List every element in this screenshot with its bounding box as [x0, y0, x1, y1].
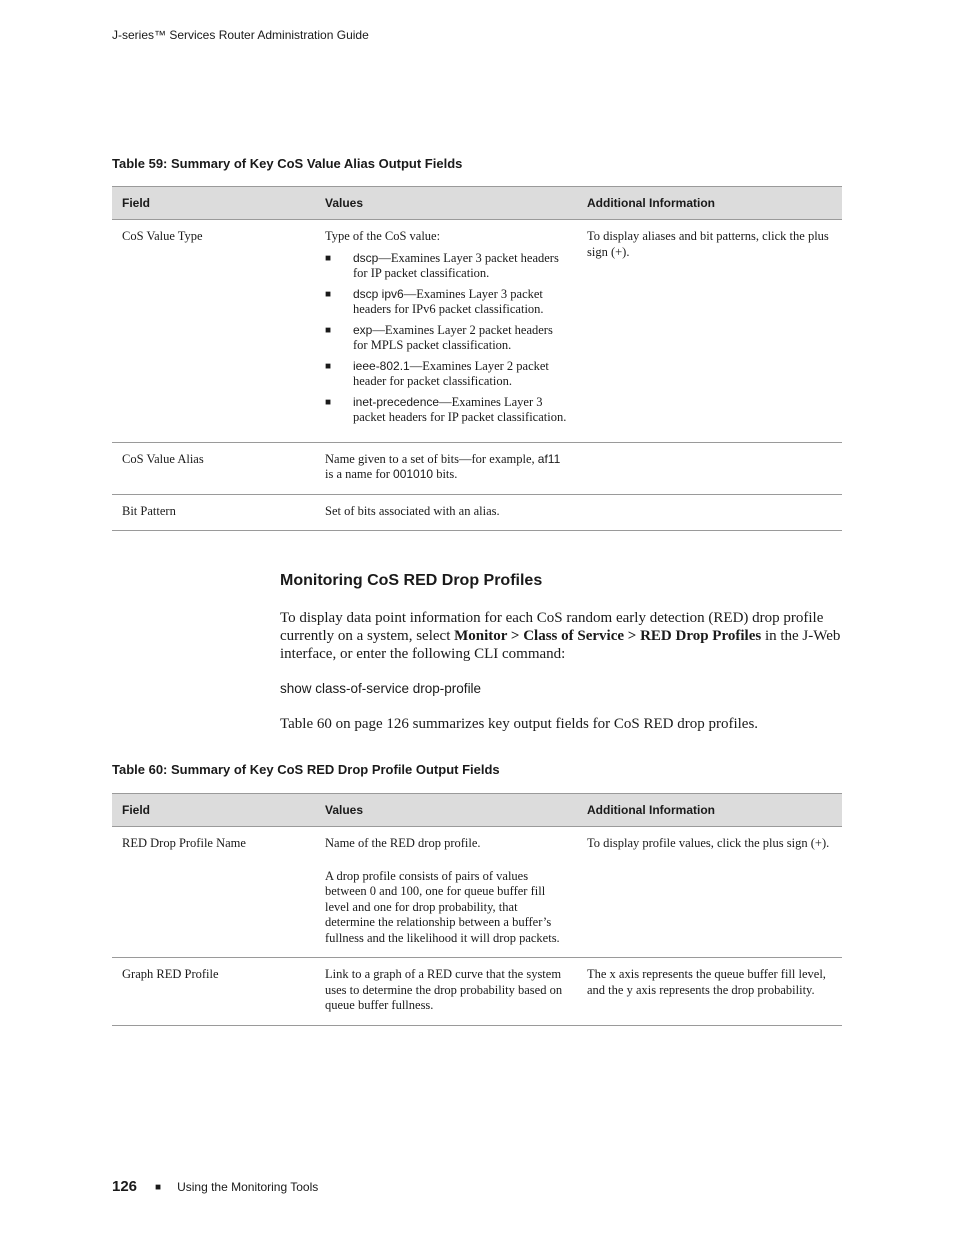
code-term: dscp ipv6: [353, 286, 404, 301]
menu-path: Monitor > Class of Service > RED Drop Profiles: [454, 628, 762, 644]
values-cell: Link to a graph of a RED curve that the system uses to determine the drop probability based on queue buffer fullness.: [315, 958, 577, 1026]
values-paragraph: Name of the RED drop profile.: [325, 836, 481, 850]
list-item: [325, 395, 567, 426]
field-cell: CoS Value Alias: [112, 442, 315, 494]
list-item-text: —Examines Layer 3 packet headers for IP packet classification.: [353, 250, 559, 280]
list-item: [325, 359, 567, 390]
column-header-field: Field: [112, 187, 315, 220]
intro-paragraph: [280, 609, 850, 663]
values-cell: [315, 442, 577, 494]
list-item-text: —Examines Layer 3 packet headers for IP packet classification.: [353, 394, 567, 424]
footer-section: Using the Monitoring Tools: [177, 1180, 319, 1194]
table-59: [112, 186, 842, 531]
section-heading: Monitoring CoS RED Drop Profiles: [280, 572, 543, 589]
info-cell: The x axis represents the queue buffer fill level, and the y axis represents the drop probability.: [577, 958, 842, 1026]
code-term: 001010: [393, 467, 434, 481]
table-60: [112, 793, 842, 1026]
list-item: [325, 323, 567, 354]
values-intro: Type of the CoS value:: [325, 229, 441, 243]
column-header-values: Values: [315, 794, 577, 827]
code-term: ieee-802.1: [353, 358, 410, 373]
values-text: bits.: [433, 467, 458, 481]
code-term: exp: [353, 322, 373, 337]
list-item-text: —Examines Layer 3 packet headers for IPv6 packet classification.: [353, 286, 544, 316]
table-header-row: [112, 187, 842, 220]
page-number: 126: [112, 1178, 138, 1195]
table-59-caption: Table 59: Summary of Key CoS Value Alias Output Fields: [112, 156, 463, 171]
values-cell: Set of bits associated with an alias.: [315, 494, 577, 531]
field-cell: CoS Value Type: [112, 220, 315, 443]
paragraph-text: To display data point information for each CoS random early detection (RED) drop profile currently on a system, select: [280, 610, 824, 644]
cos-type-list: [325, 251, 567, 426]
table-header-row: [112, 794, 842, 827]
list-item-text: —Examines Layer 2 packet header for packet classification.: [353, 358, 549, 388]
values-text: Name given to a set of bits—for example,: [325, 451, 535, 466]
column-header-info: Additional Information: [577, 794, 842, 827]
info-cell: [577, 494, 842, 531]
list-item-text: —Examines Layer 2 packet headers for MPLS packet classification.: [353, 322, 553, 352]
column-header-field: Field: [112, 794, 315, 827]
info-cell: [577, 442, 842, 494]
field-cell: Graph RED Profile: [112, 958, 315, 1026]
values-cell: [315, 827, 577, 958]
list-item: [325, 251, 567, 282]
info-cell: To display aliases and bit patterns, click the plus sign (+).: [577, 220, 842, 443]
table-row: [112, 220, 842, 443]
code-term: inet-precedence: [353, 394, 440, 409]
table-row: [112, 827, 842, 958]
summary-paragraph: Table 60 on page 126 summarizes key output fields for CoS RED drop profiles.: [280, 716, 759, 732]
values-paragraph: A drop profile consists of pairs of values between 0 and 100, one for queue buffer fill level and one for drop probability, that determine the relationship between a buffer’s fullness and the likelihood it will drop packets.: [325, 868, 560, 945]
page-footer: [112, 1178, 318, 1196]
column-header-info: Additional Information: [577, 187, 842, 220]
code-term: af11: [537, 451, 561, 466]
values-text: is a name for: [325, 467, 394, 481]
table-row: [112, 442, 842, 494]
table-row: [112, 494, 842, 531]
footer-bullet: ■: [155, 1182, 162, 1193]
field-cell: RED Drop Profile Name: [112, 827, 315, 958]
paragraph-text: in the J-Web interface, or enter the following CLI command:: [280, 628, 841, 662]
table-row: [112, 958, 842, 1026]
column-header-values: Values: [315, 187, 577, 220]
code-term: dscp: [353, 250, 379, 265]
field-cell: Bit Pattern: [112, 494, 315, 531]
info-cell: To display profile values, click the plus sign (+).: [577, 827, 842, 958]
values-cell: [315, 220, 577, 443]
cli-command: show class-of-service drop-profile: [280, 681, 482, 696]
list-item: [325, 287, 567, 318]
running-header: J-series™ Services Router Administration Guide: [112, 28, 369, 42]
table-60-caption: Table 60: Summary of Key CoS RED Drop Profile Output Fields: [112, 762, 500, 777]
